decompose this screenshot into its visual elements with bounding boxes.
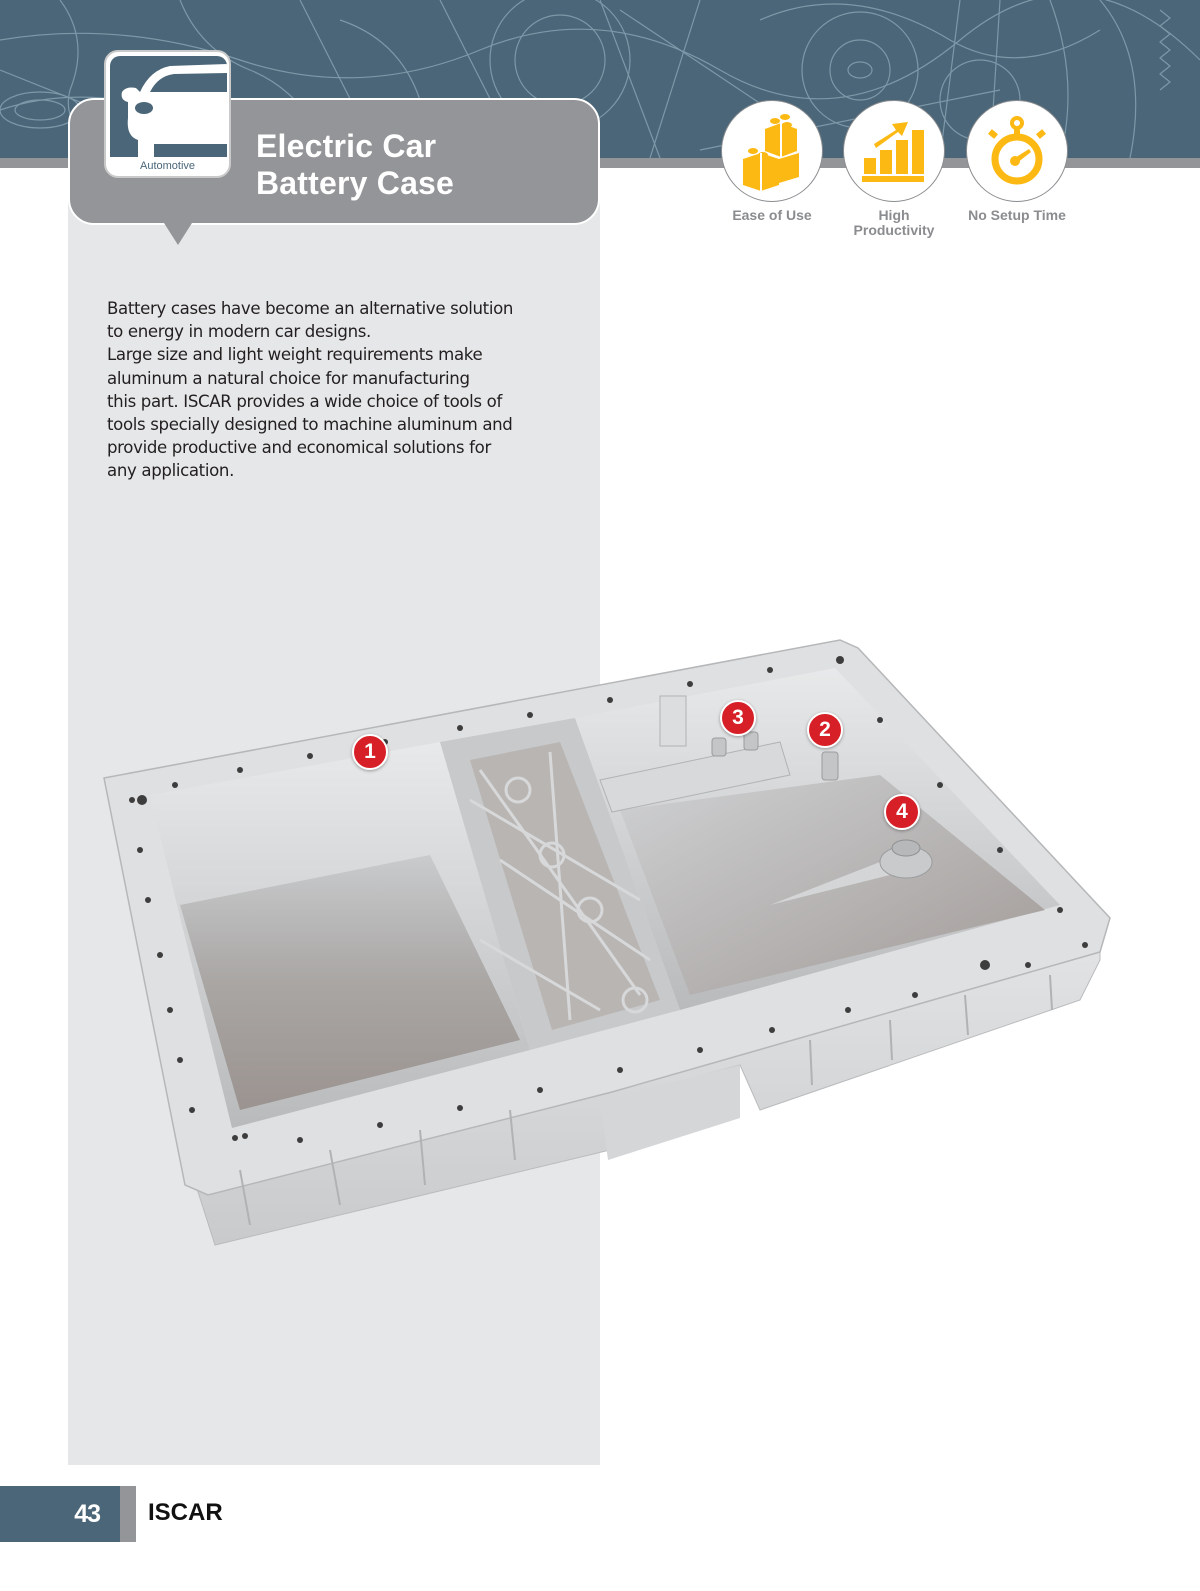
page-title-line2: Battery Case [256, 165, 455, 201]
feature-label: No Setup Time [968, 207, 1066, 223]
feature-no-setup-time [952, 100, 1082, 223]
feature-circle [966, 100, 1068, 202]
page-title [256, 128, 454, 202]
feature-circle [721, 100, 823, 202]
callout-marker-2[interactable]: 2 [807, 712, 843, 748]
category-label: Automotive [139, 160, 196, 172]
title-bubble-tail [164, 223, 192, 245]
battery-case-illustration [0, 600, 1200, 1300]
feature-high-productivity [829, 100, 959, 238]
feature-label: High Productivity [853, 207, 935, 238]
page-title-line1: Electric Car [256, 128, 437, 164]
car-front-icon [110, 56, 227, 157]
stopwatch-icon [985, 115, 1049, 187]
brand-name: ISCAR [148, 1499, 223, 1526]
building-blocks-icon [737, 111, 807, 191]
description-text: Battery cases have become an alternative solution to energy in modern car designs. Large size and light weight requirements make aluminum a natural choice for manufacturing this part. ISCAR provides a wide choice of tools of tools specially designed to machine aluminum and provide productive and economical solutions for any application. [107, 299, 514, 481]
footer-accent-bar [120, 1486, 136, 1542]
page-number: 43 [0, 1486, 120, 1542]
feature-circle [843, 100, 945, 202]
feature-ease-of-use [707, 100, 837, 223]
callout-marker-1[interactable]: 1 [352, 734, 388, 770]
callout-marker-4[interactable]: 4 [884, 794, 920, 830]
feature-label: Ease of Use [732, 207, 812, 223]
growth-chart-icon [862, 118, 926, 184]
callout-marker-3[interactable]: 3 [720, 700, 756, 736]
category-card [104, 50, 231, 178]
